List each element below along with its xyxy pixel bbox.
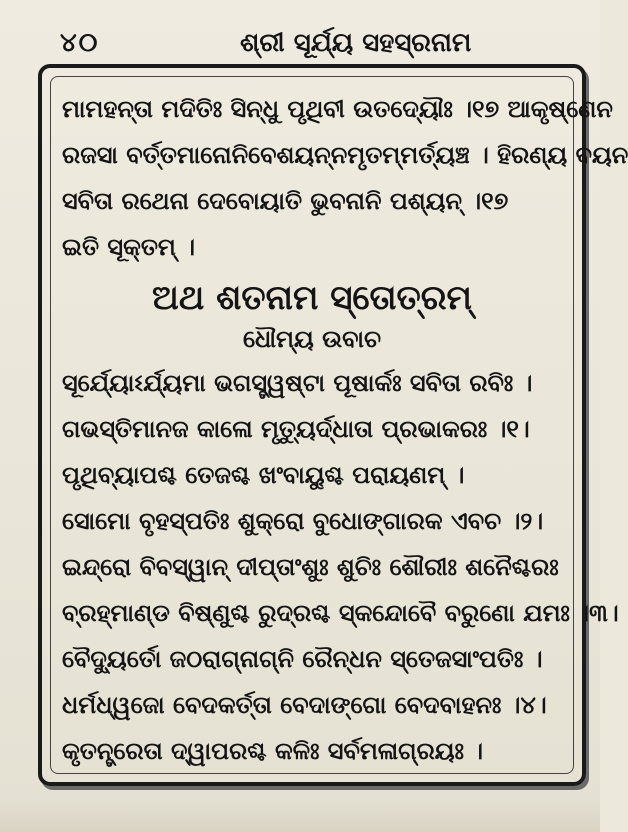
text-line: ରଜସା ବର୍ତ୍ତମାନୋନିବେଶୟନ୍ନମୃତମ୍ମର୍ତ୍ୟଞ୍ଚ । ହିରଣ୍ୟ ବୟନ	[62, 141, 628, 169]
page-bottom-edge	[0, 800, 600, 832]
text-line: ସବିତା ରଥେନା ଦେବୋୟାତି ଭୁବନାନି ପଶ୍ୟନ୍ ।୧୭	[62, 187, 509, 215]
verse-line: ପୃଥିବ୍ୟାପଶ୍ଚ ତେଜଶ୍ଚ ଖଂବାୟୁଶ୍ଚ ପରାୟଣମ୍ ।	[62, 461, 465, 489]
verse-line: ଧର୍ମଧ୍ୱଜୋ ବେଦକର୍ତ୍ତା ବେଦାଙ୍ଗୋ ବେଦବାହନଃ ।୪।	[62, 691, 547, 719]
verse-line: କୃତନ୍ତ୍ରେତା ଦ୍ୱାପରଶ୍ଚ କଳିଃ ସର୍ବମଳାଗ୍ରୟଃ ।	[62, 737, 484, 765]
verse-line: ସୋମୋ ବୃହସ୍ପତିଃ ଶୁକ୍ରୋ ବୁଧୋଙ୍ଗାରକ ଏବଚ ।୨।	[62, 507, 544, 535]
text-line: ମାମହନ୍ତା ମଦିତିଃ ସିନ୍ଧୁ ପୃଥିବୀ ଉତଦ୍ୟୌଃ ।୧୭ ଆକୃଷ୍ଣେନ	[62, 95, 613, 123]
section-subheading: ଧୌମ୍ୟ ଉବାଚ	[242, 325, 382, 353]
verse-line: ସୂର୍ଯ୍ୟୋଽର୍ଯ୍ୟମା ଭଗସ୍ତ୍ୱଷ୍ଟା ପୂଷାର୍କଃ ସବିତା ରବିଃ ।	[62, 369, 533, 397]
page-number: ୪୦	[60, 28, 100, 58]
page-header	[0, 24, 600, 64]
section-heading: ଅଥ ଶତନାମ ସ୍ତୋତ୍ରମ୍	[152, 278, 472, 318]
text-line: ଇତି ସୂକ୍ତମ୍ ।	[62, 233, 196, 261]
verse-line: ବ୍ରହ୍ମାଣ୍ଡ ବିଷ୍ଣୁଶ୍ଚ ରୁଦ୍ରଶ୍ଚ ସ୍କନ୍ଦୋବୈ ବରୁଣୋ ଯମଃ ।୩।	[62, 599, 619, 627]
verse-line: ବୈଦ୍ୟୁର୍ତୋ ଜଠରାଗ୍ନାଗ୍ନି ରୈନ୍ଧନ ସ୍ତେଜସାଂପତିଃ ।	[62, 645, 543, 673]
running-title: ଶ୍ରୀ ସୂର୍ଯ୍ୟ ସହସ୍ରନାମ	[240, 28, 472, 58]
verse-line: ଗଭସ୍ତିମାନଜ କାଳୋ ମୃତ୍ୟୁର୍ଦ୍ଧାତା ପ୍ରଭାକରଃ ।୧।	[62, 415, 530, 443]
verse-line: ଇନ୍ଦ୍ରୋ ବିବସ୍ୱାନ୍ ଦୀପ୍ତାଂଶୁଃ ଶୁଚିଃ ଶୌରୀଃ ଶନୈଶ୍ଚରଃ	[62, 553, 559, 581]
